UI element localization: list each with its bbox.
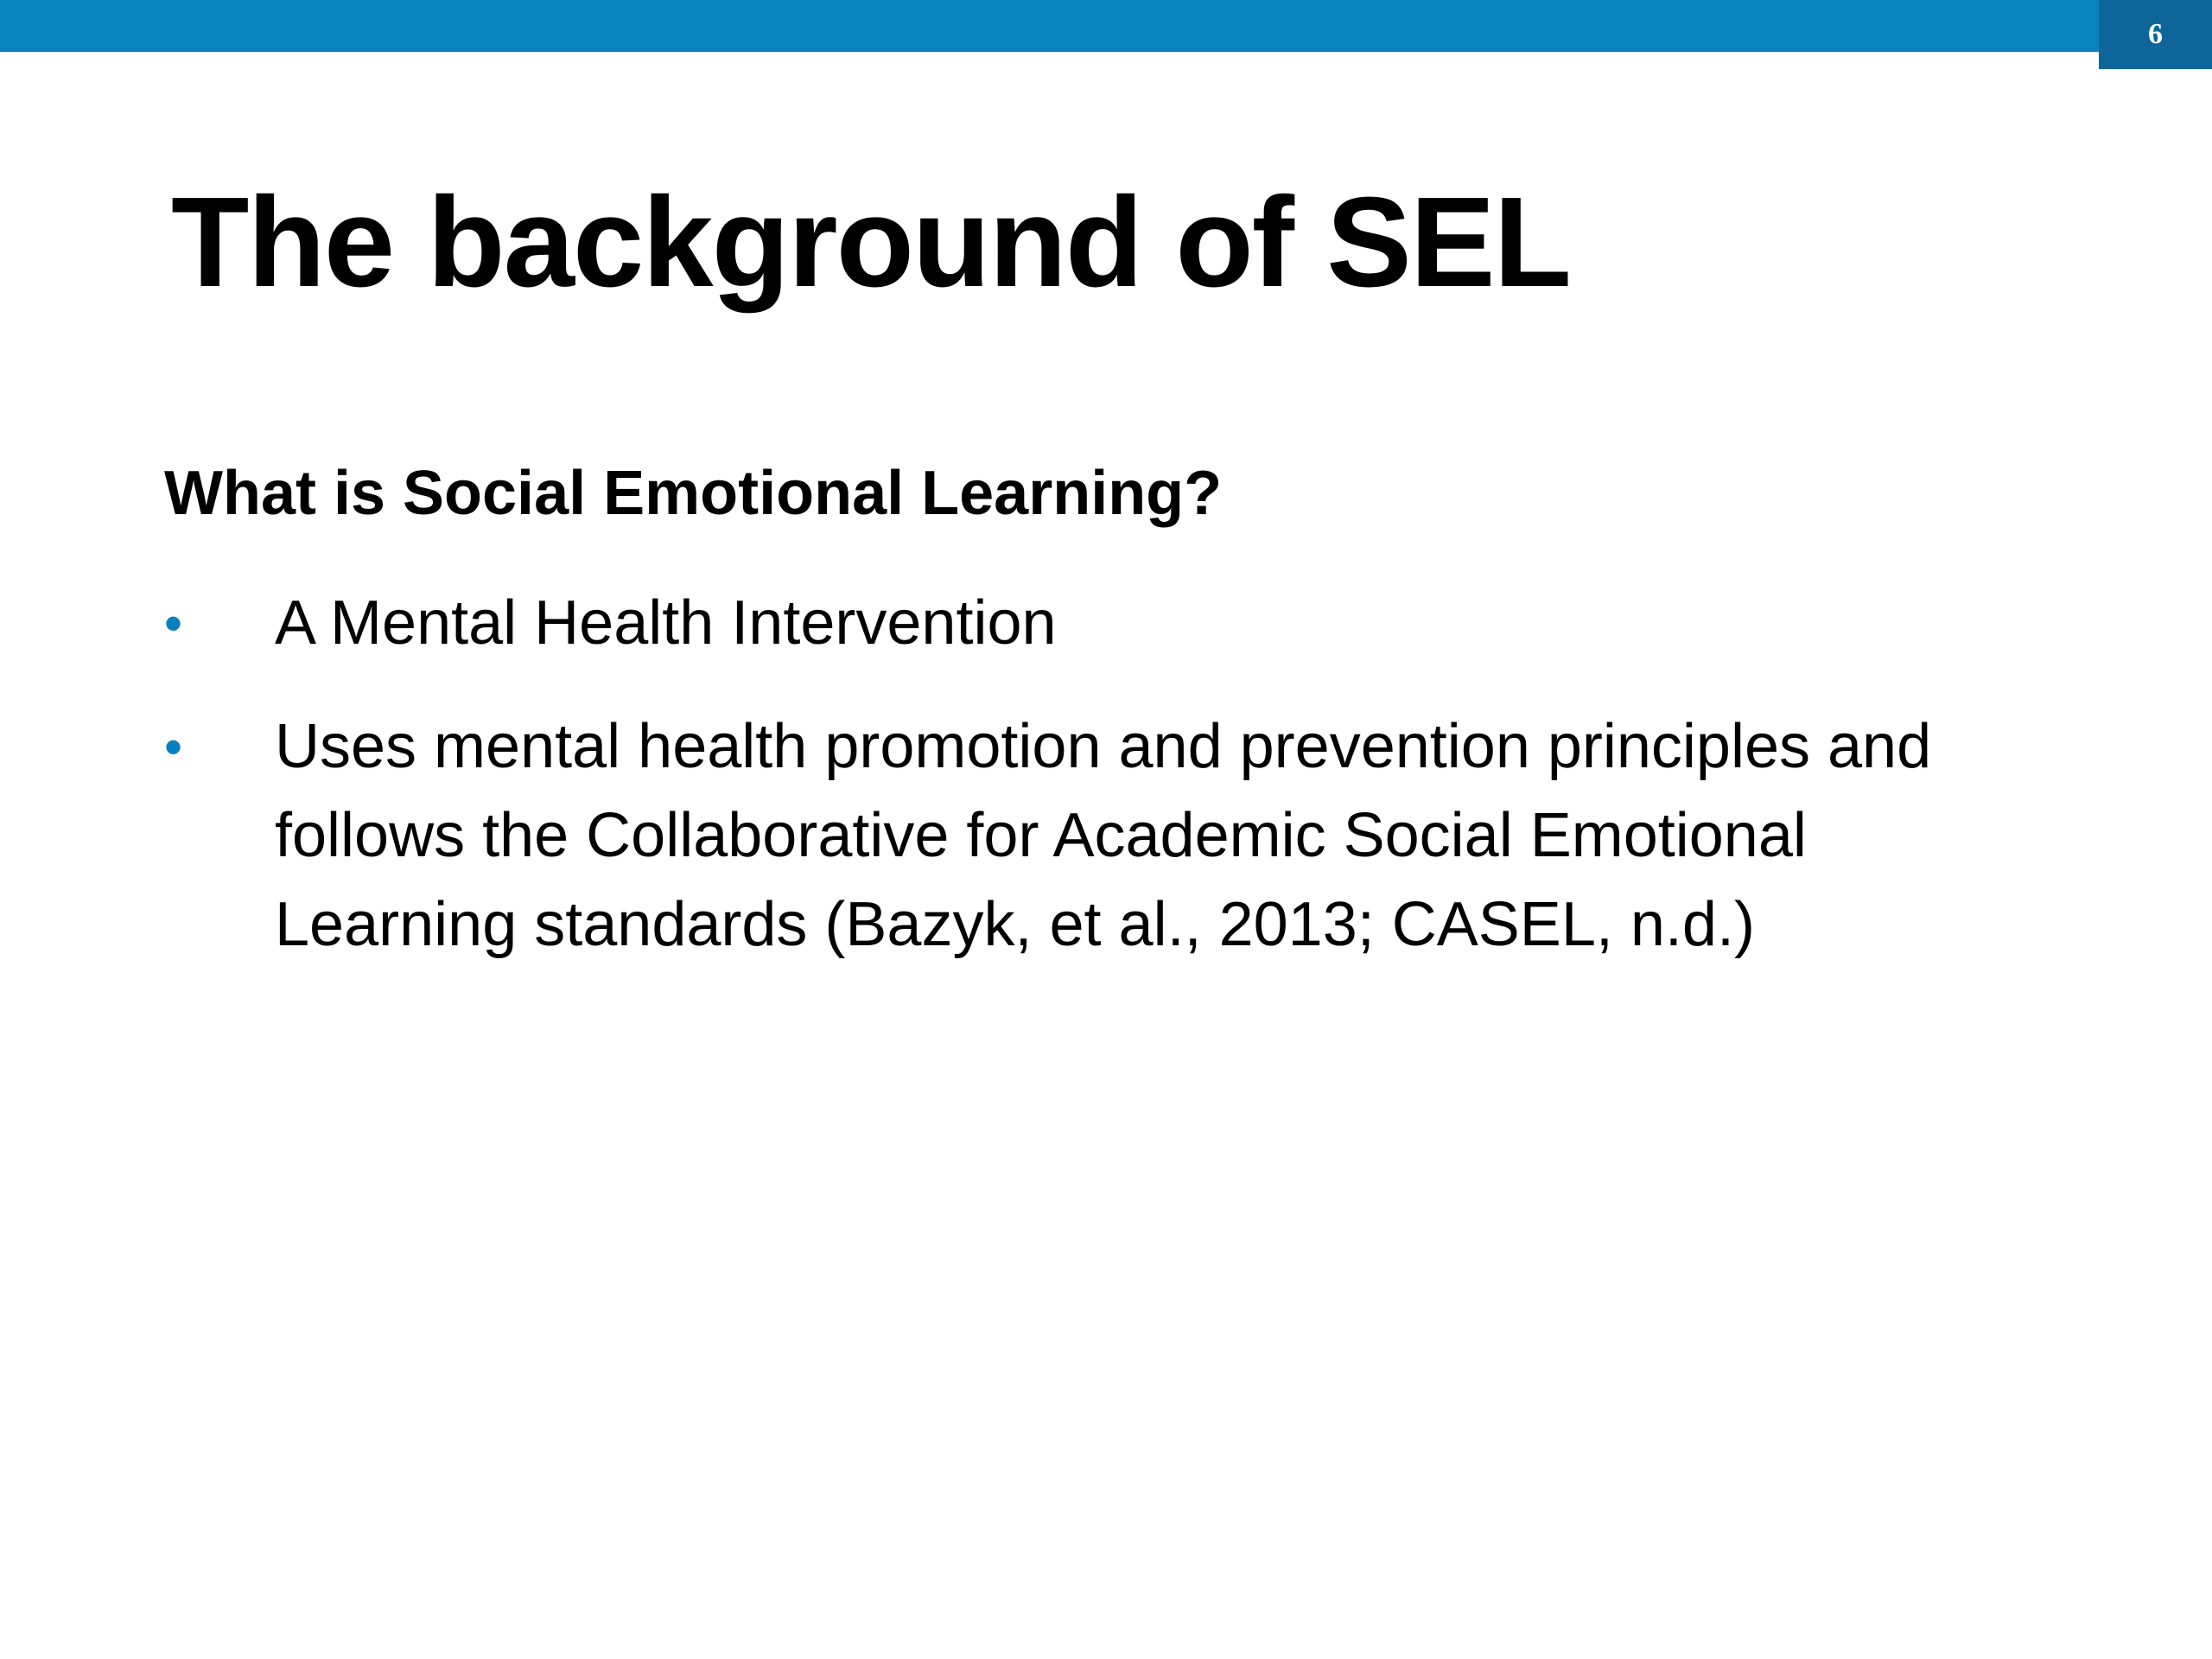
slide-title: The background of SEL (171, 171, 1570, 314)
bullet-text: Uses mental health promotion and prevention principles and follows the Collaborative for Academic Social Emotional Learning standards (Bazyk, et al., 2013; CASEL, n.d.) (275, 712, 1932, 959)
bullet-item (164, 702, 2048, 969)
bullet-icon: • (164, 594, 183, 652)
bullet-icon: • (164, 718, 183, 776)
subheading: What is Social Emotional Learning? (164, 459, 1223, 528)
top-bar (0, 0, 2212, 52)
bullet-item (164, 579, 2048, 668)
bullet-list (164, 579, 2048, 1004)
bullet-text: A Mental Health Intervention (275, 588, 1057, 658)
page-number: 6 (2099, 0, 2212, 69)
